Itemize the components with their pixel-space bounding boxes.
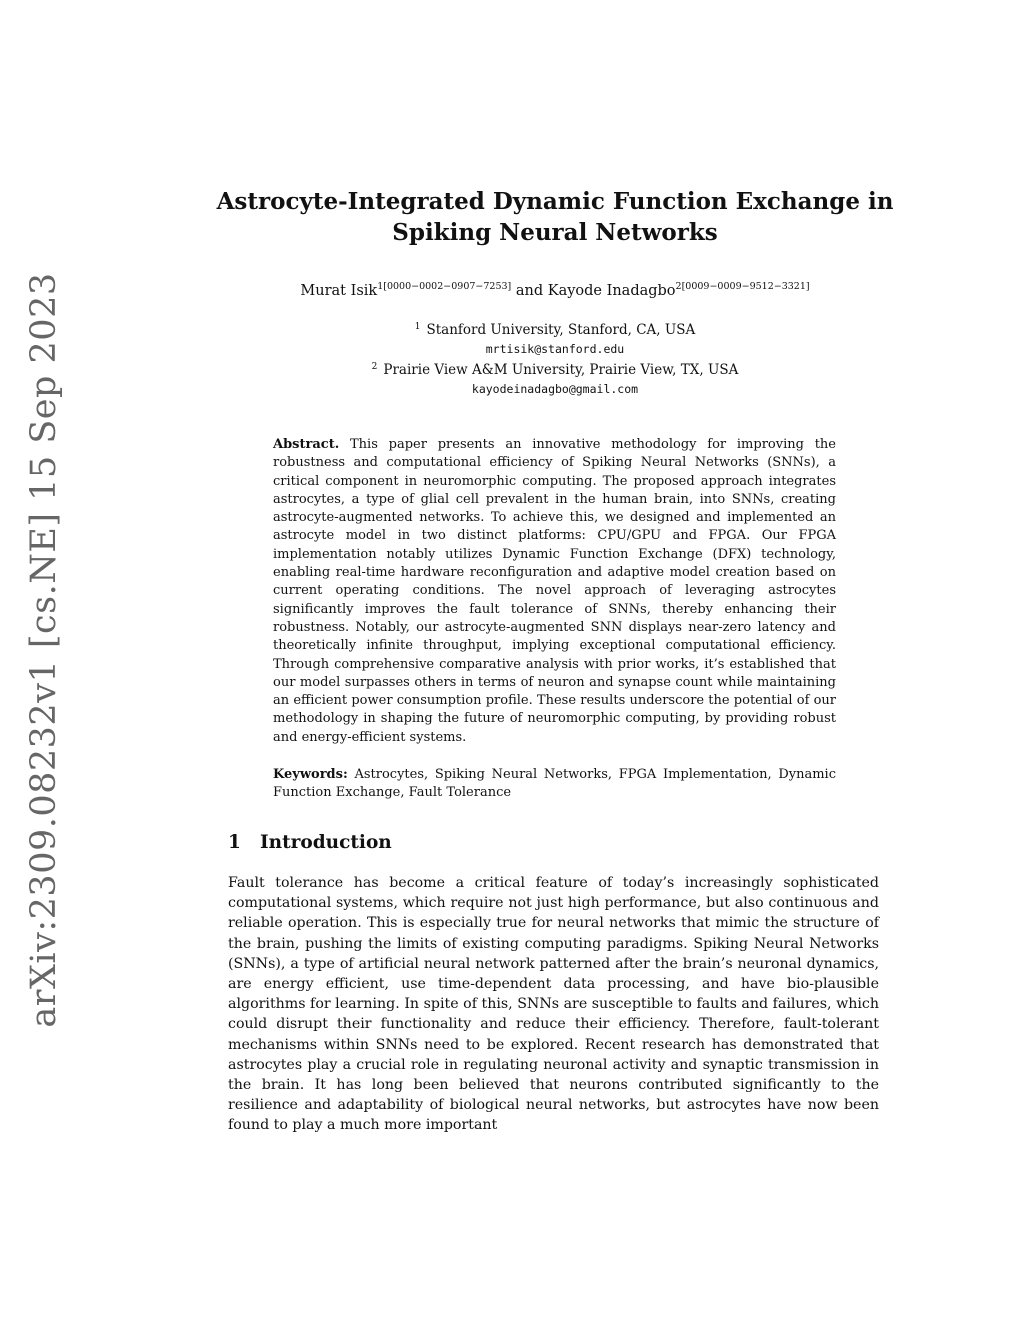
abstract — [273, 436, 836, 747]
author-name-1: Murat Isik — [300, 283, 378, 299]
abstract-text: This paper presents an innovative methodology for improving the robustness and computational efficiency of Spiking Neural Networks (SNNs), a critical component in neuromorphic computing. The proposed approach integrates astrocytes, a type of glial cell prevalent in the human brain, into SNNs, creating astrocyte-augmented networks. To achieve this, we designed and implemented an astrocyte model in two distinct platforms: CPU/GPU and FPGA. Our FPGA implementation notably utilizes Dynamic Function Exchange (DFX) technology, enabling real-time hardware reconfiguration and adaptive model creation based on current operating conditions. The novel approach of leveraging astrocytes significantly improves the fault tolerance of SNNs, thereby enhancing their robustness. Notably, our astrocyte-augmented SNN displays near-zero latency and theoretically infinite throughput, implying exceptional computational efficiency. Through comprehensive comparative analysis with prior works, it’s established that our model surpasses others in terms of neuron and synapse count while maintaining an efficient power consumption profile. These results underscore the potential of our methodology in shaping the future of neuromorphic computing, by providing robust and energy-efficient systems. — [273, 437, 836, 745]
affiliation-institution: Prairie View A&M University, Prairie View, TX, USA — [383, 362, 739, 378]
author-conjunction: and — [515, 283, 544, 299]
introduction-paragraph: Fault tolerance has become a critical feature of today’s increasingly sophisticated computational systems, which require not just high performance, but also continuous and reliable operation. This is especially true for neural networks that mimic the structure of the brain, pushing the limits of existing computing paradigms. Spiking Neural Networks (SNNs), a type of artificial neural network patterned after the brain’s neuronal dynamics, are energy efficient, use time-dependent data processing, and have bio-plausible algorithms for learning. In spite of this, SNNs are susceptible to faults and failures, which could disrupt their functionality and reduce their efficiency. Therefore, fault-tolerant mechanisms within SNNs need to be explored. Recent research has demonstrated that astrocytes play a crucial role in regulating neuronal activity and synaptic transmission in the brain. It has long been believed that neurons contributed significantly to the resilience and adaptability of biological neural networks, but astrocytes have now been found to play a much more important — [228, 875, 879, 1134]
abstract-label: Abstract. — [273, 437, 340, 452]
affiliation-email: mrtisik@stanford.edu — [485, 341, 625, 356]
affiliation-2 — [230, 358, 880, 380]
affiliation-number: 2 — [371, 362, 378, 372]
section-number: 1 — [228, 832, 241, 853]
author-list — [230, 281, 880, 299]
author-orcid-1: 1[0000−0002−0907−7253] — [377, 281, 512, 292]
affiliation-institution: Stanford University, Stanford, CA, USA — [426, 322, 696, 338]
author-name-2: Kayode Inadagbo — [547, 283, 676, 299]
section-title: Introduction — [260, 832, 392, 853]
affiliation-email: kayodeinadagbo@gmail.com — [471, 381, 639, 396]
section-heading — [228, 832, 392, 853]
author-orcid-2: 2[0009−0009−9512−3321] — [675, 281, 810, 292]
keywords — [273, 766, 836, 803]
arxiv-identifier-text: arXiv:2309.08232v1 [cs.NE] 15 Sep 2023 — [24, 272, 64, 1028]
affiliations — [230, 318, 880, 398]
title-line-2: Spiking Neural Networks — [392, 219, 718, 246]
arxiv-identifier — [14, 272, 74, 1028]
title-line-1: Astrocyte-Integrated Dynamic Function Exchange in — [216, 188, 894, 215]
keywords-label: Keywords: — [273, 767, 348, 782]
keywords-text: Astrocytes, Spiking Neural Networks, FPGA Implementation, Dynamic Function Exchange, Fault Tolerance — [273, 767, 837, 801]
affiliation-number: 1 — [414, 322, 421, 332]
affiliation-1 — [230, 318, 880, 340]
paper-title — [210, 186, 900, 248]
